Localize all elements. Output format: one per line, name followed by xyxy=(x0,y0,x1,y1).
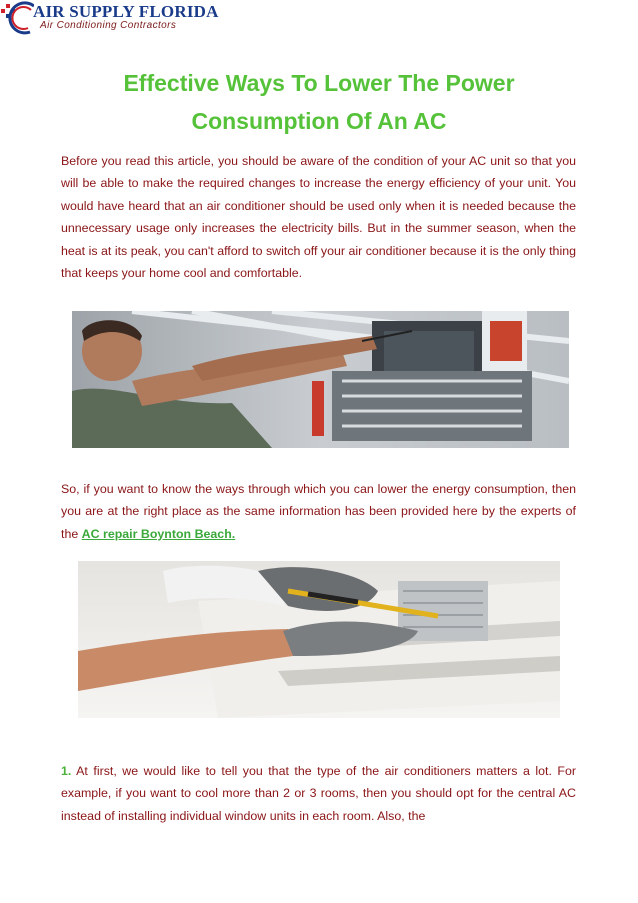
gloved-hands-ac-unit-photo xyxy=(78,561,560,718)
article-title-line-2: Consumption Of An AC xyxy=(191,108,447,134)
company-logo xyxy=(0,0,219,40)
point-1-number: 1. xyxy=(61,764,72,778)
point-1-text: At first, we would like to tell you that the type of the air conditioners matters a lot. For example, if you want to cool more than 2 or 3 rooms, then you should opt for the central AC instead of installing individual window units in each room. Also, the xyxy=(61,764,576,823)
logo-tagline: Air Conditioning Contractors xyxy=(40,20,177,31)
paragraph-2-text: So, if you want to know the ways through which you can lower the energy consumption, then you are at the right place as the same information has been provided here by the experts of the xyxy=(61,482,576,541)
logo-name: AIR SUPPLY FLORIDA xyxy=(33,2,219,21)
body-paragraph-2 xyxy=(61,478,576,545)
ac-repair-boynton-beach-link[interactable]: AC repair Boynton Beach xyxy=(81,526,232,541)
point-1-paragraph xyxy=(61,760,576,827)
technician-ac-repair-photo xyxy=(72,311,569,448)
article-title-line-1: Effective Ways To Lower The Power xyxy=(123,70,515,96)
logo-mark-icon xyxy=(0,0,34,38)
link-period: . xyxy=(231,526,236,541)
intro-paragraph: Before you read this article, you should be aware of the condition of your AC unit so that you will be able to make the required changes to increase the energy efficiency of your unit. You would have heard that an air conditioner should be used only when it is needed because the unnecessary usage only increases the electricity bills. But in the summer season, when the heat is at its peak, you can't afford to switch off your air conditioner because it is the only thing that keeps your home cool and comfortable. xyxy=(61,154,576,281)
